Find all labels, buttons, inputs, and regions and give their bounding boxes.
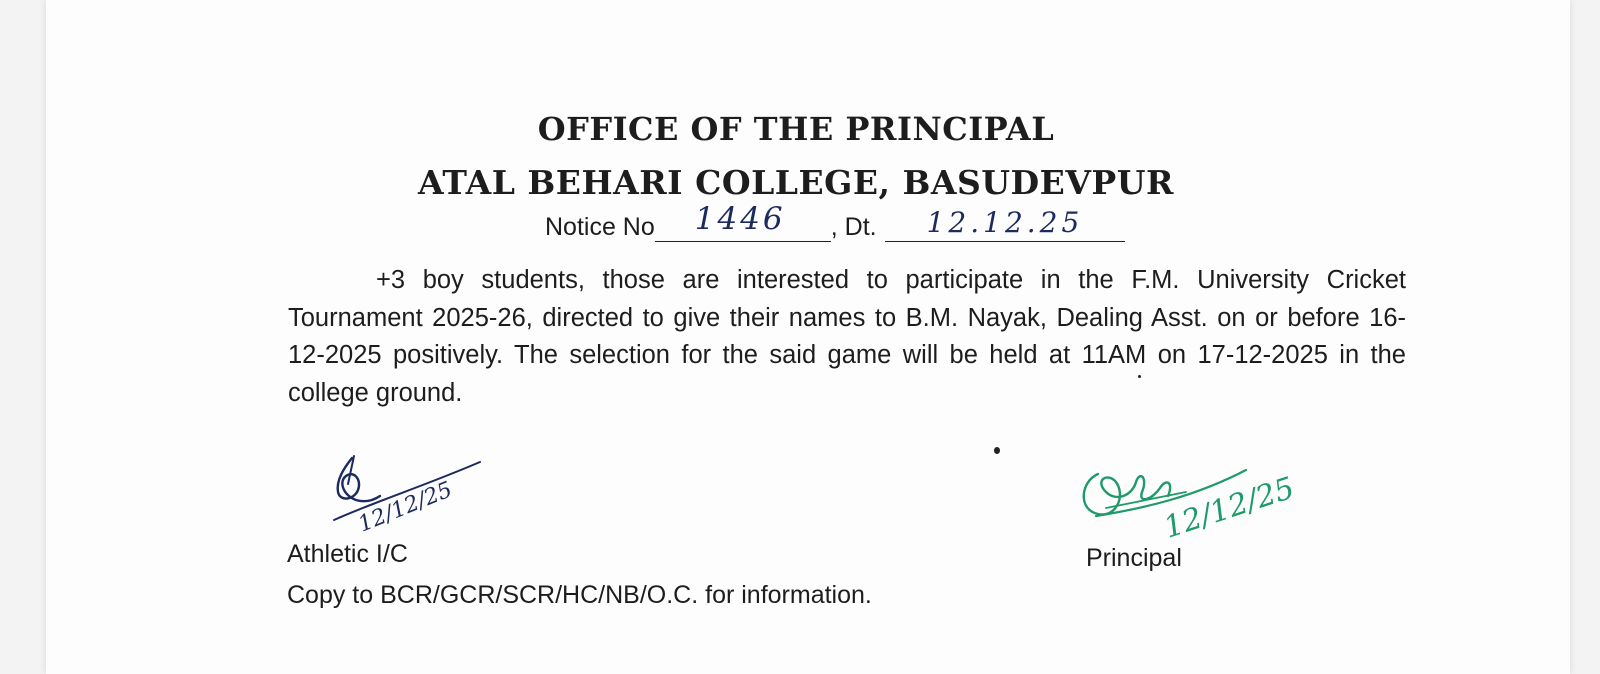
college-heading: ATAL BEHARI COLLEGE, BASUDEVPUR xyxy=(418,163,1174,202)
notice-number-line xyxy=(545,201,1125,242)
athletic-signature xyxy=(314,450,514,550)
ink-speck xyxy=(1138,375,1141,378)
date-handwritten: 12.12.25 xyxy=(926,206,1084,239)
notice-body: +3 boy students, those are interested to participate in the F.M. University Cricket Tournament 2025-26, directed to give their names to B.M. Nayak, Dealing Asst. on or before 16-12-2025 positively. The selection for the said game will be held at 11AM on 17-12-2025 in the college ground. xyxy=(288,266,1406,407)
principal-label: Principal xyxy=(1086,544,1182,572)
notice-no-label: Notice No xyxy=(545,213,655,241)
athletic-signature-date: 12/12/25 xyxy=(354,477,456,538)
principal-signature-date: 12/12/25 xyxy=(1159,470,1299,546)
notice-no-handwritten: 1446 xyxy=(694,201,786,237)
copy-to-line: Copy to BCR/GCR/SCR/HC/NB/O.C. for information. xyxy=(287,581,872,609)
office-heading: OFFICE OF THE PRINCIPAL xyxy=(537,110,1055,148)
date-label: , Dt. xyxy=(830,213,877,241)
date-blank xyxy=(885,206,1125,242)
ink-speck xyxy=(994,447,1000,454)
athletic-ic-label: Athletic I/C xyxy=(287,540,408,568)
notice-document xyxy=(46,0,1570,674)
notice-no-blank xyxy=(655,201,831,242)
